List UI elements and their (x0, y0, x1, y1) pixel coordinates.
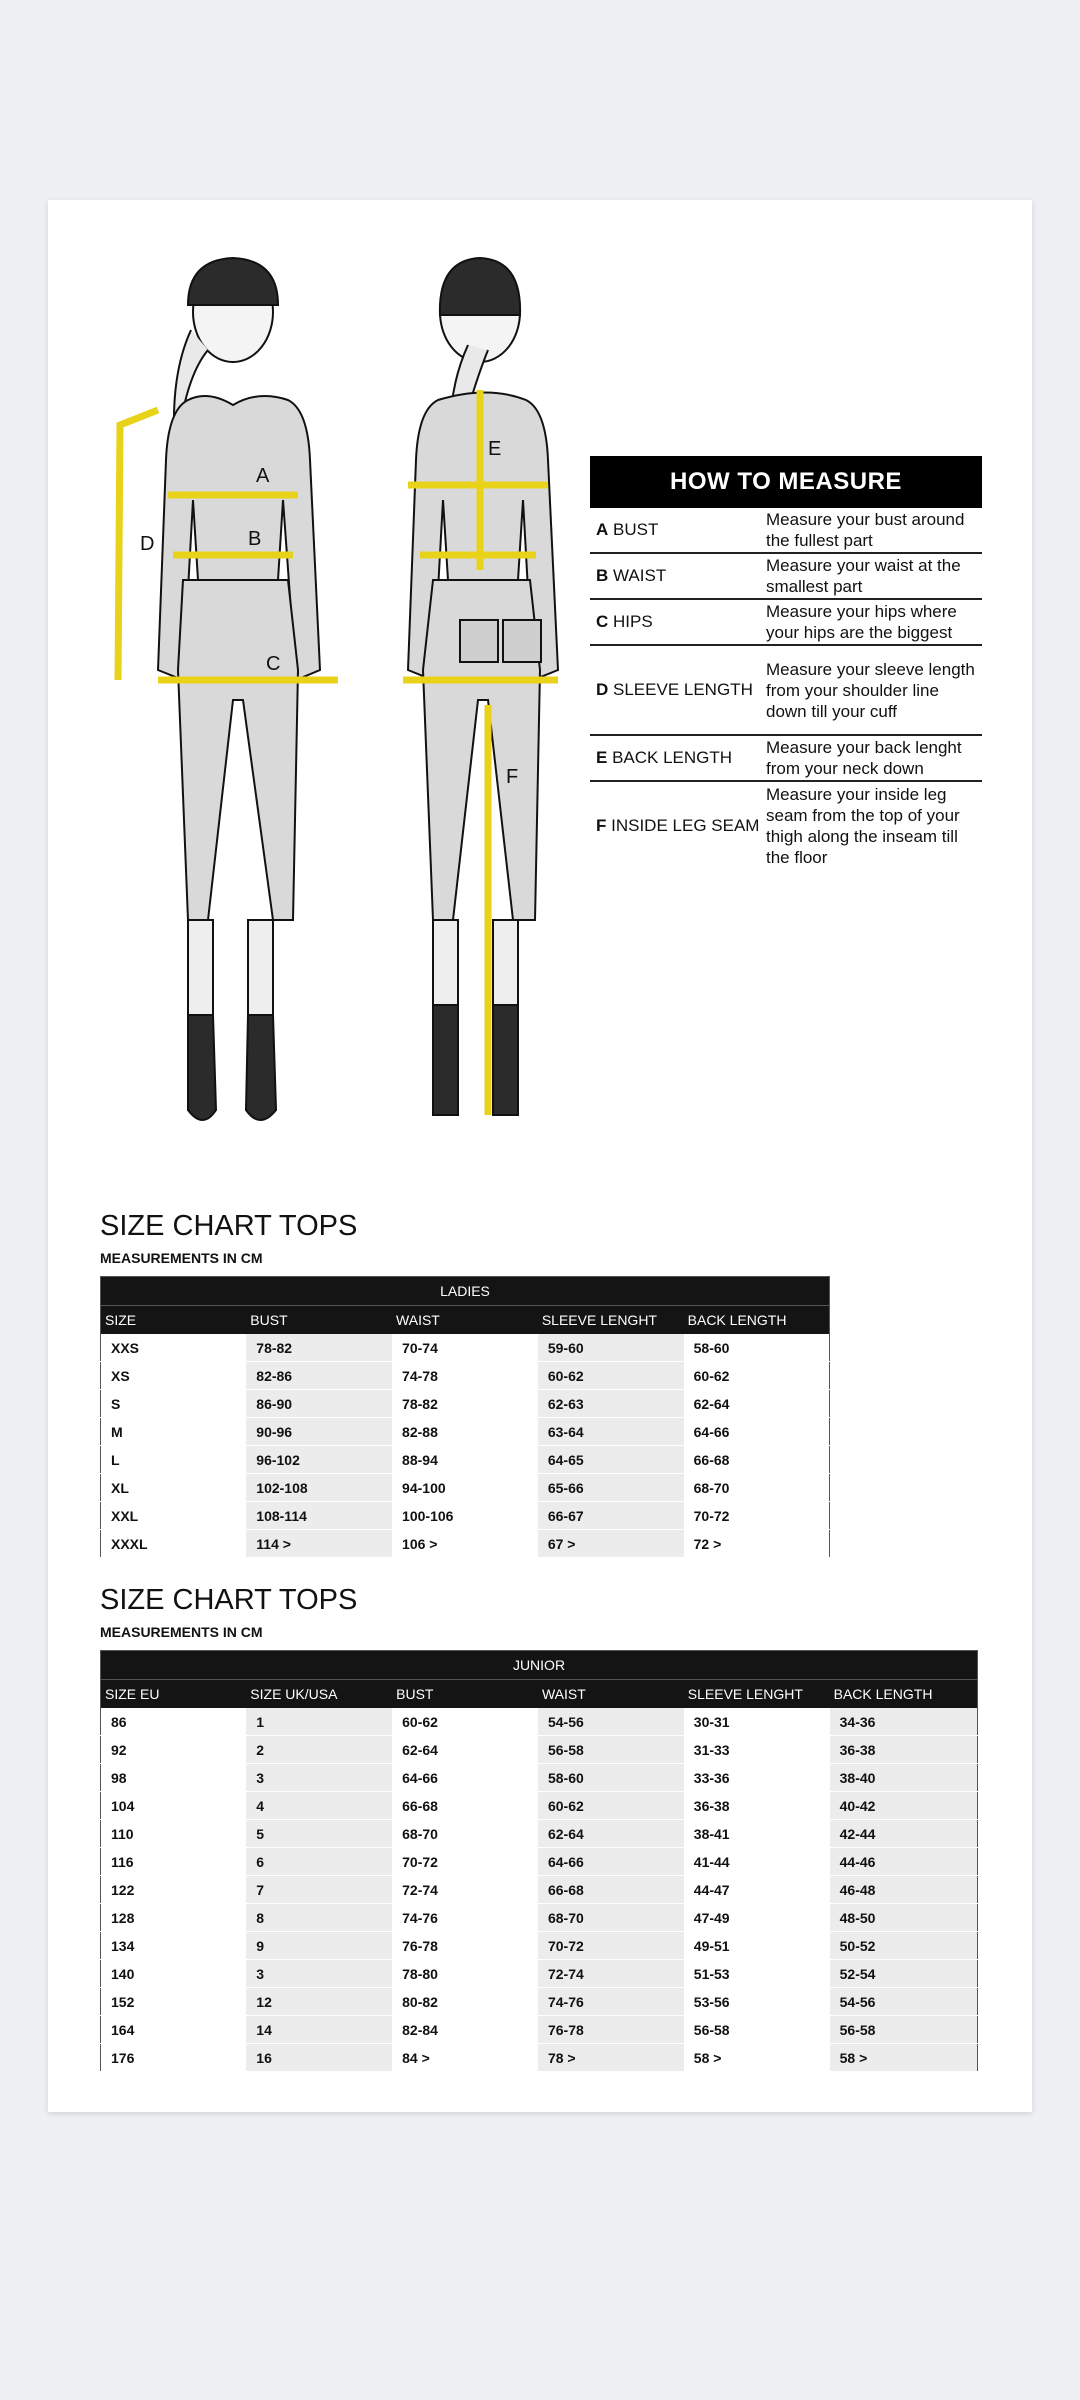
table-cell: 102-108 (246, 1474, 392, 1502)
table-cell: 59-60 (538, 1334, 684, 1362)
table-cell: 5 (246, 1820, 392, 1848)
column-header: BUST (392, 1680, 538, 1709)
table-cell: 104 (101, 1792, 247, 1820)
table-cell: XL (101, 1474, 247, 1502)
table-cell: 66-68 (684, 1446, 830, 1474)
table-cell: 70-72 (392, 1848, 538, 1876)
table-cell: 70-72 (684, 1502, 830, 1530)
measure-row-hips (590, 600, 982, 646)
table-cell: 46-48 (830, 1876, 978, 1904)
table-cell: 41-44 (684, 1848, 830, 1876)
table-cell: 116 (101, 1848, 247, 1876)
ladies-group-header: LADIES (101, 1277, 830, 1306)
measure-letter: D (596, 680, 609, 699)
column-header: SIZE EU (101, 1680, 247, 1709)
table-cell: 88-94 (392, 1446, 538, 1474)
junior-column-headers (101, 1680, 978, 1709)
column-header: SLEEVE LENGHT (684, 1680, 830, 1709)
table-cell: XXXL (101, 1530, 247, 1558)
column-header: SIZE (101, 1306, 247, 1335)
table-row (101, 1362, 830, 1390)
table-row (101, 1334, 830, 1362)
table-cell: 65-66 (538, 1474, 684, 1502)
table-row (101, 1876, 978, 1904)
table-row (101, 1904, 978, 1932)
table-cell: 100-106 (392, 1502, 538, 1530)
table-cell: 122 (101, 1876, 247, 1904)
label-b: B (248, 528, 262, 550)
table-cell: L (101, 1446, 247, 1474)
measure-description: Measure your back lenght from your neck down (766, 738, 962, 778)
table-cell: 62-64 (684, 1390, 830, 1418)
ladies-column-headers (101, 1306, 830, 1335)
table-cell: 36-38 (830, 1736, 978, 1764)
table-cell: 86-90 (246, 1390, 392, 1418)
table-cell: 63-64 (538, 1418, 684, 1446)
table-cell: 3 (246, 1764, 392, 1792)
ladies-size-table (100, 1276, 830, 1558)
table-cell: 67 > (538, 1530, 684, 1558)
measure-description: Measure your bust around the fullest part (766, 510, 965, 550)
table-cell: 134 (101, 1932, 247, 1960)
table-cell: XXL (101, 1502, 247, 1530)
table-cell: 74-76 (392, 1904, 538, 1932)
table-cell: 74-78 (392, 1362, 538, 1390)
junior-chart-subtitle: MEASUREMENTS IN CM (100, 1624, 263, 1640)
table-cell: 64-65 (538, 1446, 684, 1474)
table-cell: M (101, 1418, 247, 1446)
table-cell: 106 > (392, 1530, 538, 1558)
table-row (101, 1390, 830, 1418)
table-cell: 50-52 (830, 1932, 978, 1960)
measure-name: WAIST (613, 566, 667, 585)
table-cell: 66-68 (392, 1792, 538, 1820)
table-cell: 72-74 (538, 1960, 684, 1988)
table-cell: 60-62 (538, 1362, 684, 1390)
table-cell: 52-54 (830, 1960, 978, 1988)
table-cell: 48-50 (830, 1904, 978, 1932)
label-c: C (266, 653, 281, 675)
measure-row-sleeve (590, 646, 982, 736)
table-cell: 76-78 (392, 1932, 538, 1960)
table-cell: 58-60 (538, 1764, 684, 1792)
table-cell: 72 > (684, 1530, 830, 1558)
measure-name: HIPS (613, 612, 653, 631)
measure-description: Measure your sleeve length from your shoulder line down till your cuff (766, 659, 975, 721)
table-cell: S (101, 1390, 247, 1418)
table-cell: 42-44 (830, 1820, 978, 1848)
ladies-chart-subtitle: MEASUREMENTS IN CM (100, 1250, 263, 1266)
table-cell: 82-88 (392, 1418, 538, 1446)
table-cell: 74-76 (538, 1988, 684, 2016)
table-cell: 82-84 (392, 2016, 538, 2044)
junior-chart-title: SIZE CHART TOPS (100, 1584, 358, 1616)
table-row (101, 1932, 978, 1960)
table-cell: 38-40 (830, 1764, 978, 1792)
table-cell: 44-47 (684, 1876, 830, 1904)
table-cell: 14 (246, 2016, 392, 2044)
table-cell: XS (101, 1362, 247, 1390)
table-cell: 78-82 (246, 1334, 392, 1362)
table-cell: 49-51 (684, 1932, 830, 1960)
table-row (101, 2044, 978, 2072)
label-d: D (140, 533, 155, 555)
measure-letter: C (596, 612, 609, 631)
table-cell: 66-67 (538, 1502, 684, 1530)
table-cell: 58 > (830, 2044, 978, 2072)
table-cell: 96-102 (246, 1446, 392, 1474)
table-cell: 12 (246, 1988, 392, 2016)
table-cell: 68-70 (684, 1474, 830, 1502)
measure-row-leg (590, 782, 982, 870)
measure-letter: E (596, 748, 608, 767)
table-cell: 54-56 (830, 1988, 978, 2016)
table-cell: 70-72 (538, 1932, 684, 1960)
table-cell: 47-49 (684, 1904, 830, 1932)
table-cell: 38-41 (684, 1820, 830, 1848)
table-cell: 62-64 (538, 1820, 684, 1848)
table-cell: 30-31 (684, 1708, 830, 1736)
table-row (101, 1764, 978, 1792)
measure-description: Measure your inside leg seam from the top of your thigh along the inseam till the floor (766, 785, 960, 867)
table-cell: 51-53 (684, 1960, 830, 1988)
table-row (101, 1446, 830, 1474)
measure-row-bust (590, 508, 982, 554)
measure-letter: B (596, 566, 609, 585)
table-cell: 62-63 (538, 1390, 684, 1418)
table-cell: 58 > (684, 2044, 830, 2072)
table-cell: 60-62 (392, 1708, 538, 1736)
table-cell: 110 (101, 1820, 247, 1848)
table-cell: 2 (246, 1736, 392, 1764)
measure-row-back (590, 736, 982, 782)
table-row (101, 1792, 978, 1820)
table-cell: 6 (246, 1848, 392, 1876)
table-cell: 56-58 (684, 2016, 830, 2044)
table-cell: 78 > (538, 2044, 684, 2072)
table-cell: 16 (246, 2044, 392, 2072)
table-cell: 140 (101, 1960, 247, 1988)
table-cell: 1 (246, 1708, 392, 1736)
table-cell: 80-82 (392, 1988, 538, 2016)
table-cell: 152 (101, 1988, 247, 2016)
table-cell: 64-66 (538, 1848, 684, 1876)
table-cell: 82-86 (246, 1362, 392, 1390)
table-cell: 9 (246, 1932, 392, 1960)
table-cell: 66-68 (538, 1876, 684, 1904)
table-cell: 76-78 (538, 2016, 684, 2044)
table-cell: 3 (246, 1960, 392, 1988)
ladies-chart-title: SIZE CHART TOPS (100, 1210, 358, 1242)
label-f: F (506, 766, 519, 788)
measure-description: Measure your waist at the smallest part (766, 556, 961, 596)
measure-letter: A (596, 520, 609, 539)
measure-letter: F (596, 816, 607, 835)
table-cell: 128 (101, 1904, 247, 1932)
table-row (101, 1820, 978, 1848)
table-cell: 164 (101, 2016, 247, 2044)
table-cell: 54-56 (538, 1708, 684, 1736)
table-cell: 86 (101, 1708, 247, 1736)
table-row (101, 1474, 830, 1502)
table-cell: 64-66 (392, 1764, 538, 1792)
table-cell: 36-38 (684, 1792, 830, 1820)
column-header: BUST (246, 1306, 392, 1335)
ladies-table-body (101, 1334, 830, 1558)
table-cell: 60-62 (684, 1362, 830, 1390)
how-to-measure-title: HOW TO MEASURE (590, 456, 982, 508)
table-row (101, 1502, 830, 1530)
table-cell: 90-96 (246, 1418, 392, 1446)
measure-description: Measure your hips where your hips are the biggest (766, 602, 957, 642)
table-cell: 70-74 (392, 1334, 538, 1362)
measure-name: SLEEVE LENGTH (613, 680, 753, 699)
table-cell: 62-64 (392, 1736, 538, 1764)
column-header: SIZE UK/USA (246, 1680, 392, 1709)
table-cell: 7 (246, 1876, 392, 1904)
column-header: BACK LENGTH (830, 1680, 978, 1709)
table-cell: 44-46 (830, 1848, 978, 1876)
table-cell: 34-36 (830, 1708, 978, 1736)
table-cell: 108-114 (246, 1502, 392, 1530)
table-cell: 68-70 (538, 1904, 684, 1932)
table-row (101, 1708, 978, 1736)
table-cell: 58-60 (684, 1334, 830, 1362)
table-cell: XXS (101, 1334, 247, 1362)
table-row (101, 1848, 978, 1876)
table-cell: 94-100 (392, 1474, 538, 1502)
column-header: WAIST (392, 1306, 538, 1335)
table-cell: 78-80 (392, 1960, 538, 1988)
table-row (101, 1988, 978, 2016)
table-row (101, 2016, 978, 2044)
table-cell: 31-33 (684, 1736, 830, 1764)
table-cell: 78-82 (392, 1390, 538, 1418)
front-figure (158, 258, 320, 1120)
table-cell: 56-58 (538, 1736, 684, 1764)
table-cell: 176 (101, 2044, 247, 2072)
table-cell: 40-42 (830, 1792, 978, 1820)
column-header: BACK LENGTH (684, 1306, 830, 1335)
measure-row-waist (590, 554, 982, 600)
table-row (101, 1736, 978, 1764)
table-cell: 60-62 (538, 1792, 684, 1820)
measure-name: BACK LENGTH (612, 748, 733, 767)
table-cell: 68-70 (392, 1820, 538, 1848)
table-cell: 92 (101, 1736, 247, 1764)
back-figure (408, 258, 558, 1115)
label-a: A (256, 465, 270, 487)
table-cell: 8 (246, 1904, 392, 1932)
junior-group-header: JUNIOR (101, 1651, 978, 1680)
measure-name: BUST (613, 520, 659, 539)
label-e: E (488, 438, 502, 460)
table-cell: 53-56 (684, 1988, 830, 2016)
table-row (101, 1418, 830, 1446)
table-cell: 33-36 (684, 1764, 830, 1792)
junior-table-body (101, 1708, 978, 2072)
column-header: WAIST (538, 1680, 684, 1709)
how-to-measure-panel (590, 456, 982, 870)
table-cell: 64-66 (684, 1418, 830, 1446)
table-cell: 114 > (246, 1530, 392, 1558)
table-cell: 56-58 (830, 2016, 978, 2044)
junior-size-table (100, 1650, 978, 2072)
table-cell: 98 (101, 1764, 247, 1792)
table-cell: 72-74 (392, 1876, 538, 1904)
table-cell: 4 (246, 1792, 392, 1820)
table-row (101, 1960, 978, 1988)
measure-name: INSIDE LEG SEAM (611, 816, 760, 835)
table-row (101, 1530, 830, 1558)
table-cell: 84 > (392, 2044, 538, 2072)
column-header: SLEEVE LENGHT (538, 1306, 684, 1335)
